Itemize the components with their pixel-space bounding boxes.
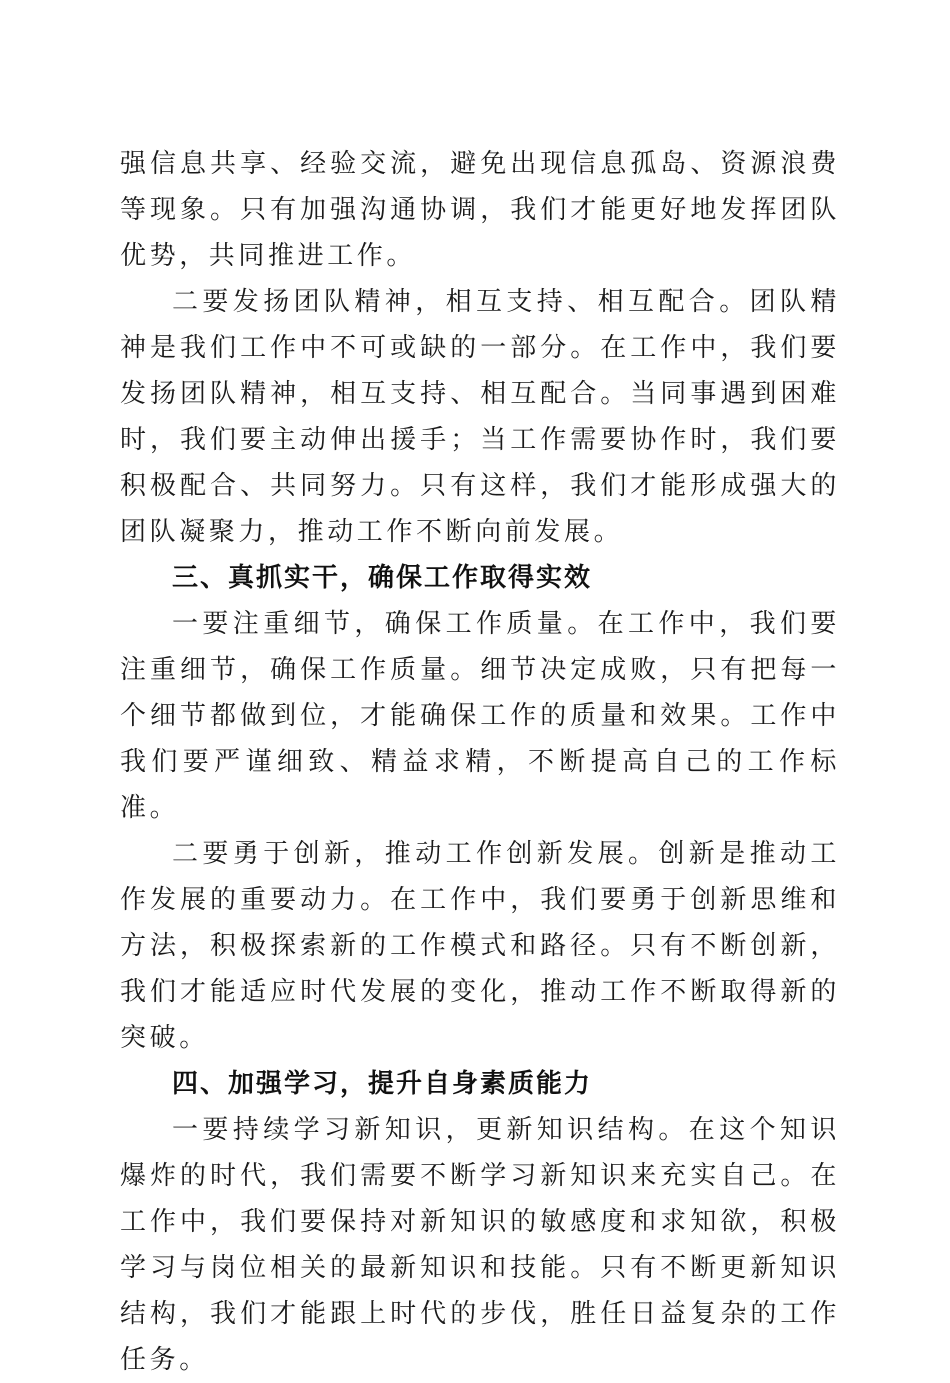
paragraph-innovation: 二要勇于创新，推动工作创新发展。创新是推动工作发展的重要动力。在工作中，我们要勇于创新思维和方法，积极探索新的工作模式和路径。只有不断创新，我们才能适应时代发展的变化，推动工作不断取得新的突破。 (120, 839, 840, 1053)
section-heading-3: 三、真抓实干，确保工作取得实效 (172, 563, 593, 593)
section-heading-4: 四、加强学习，提升自身素质能力 (172, 1069, 593, 1099)
document-body (120, 141, 840, 1383)
paragraph-team-spirit: 二要发扬团队精神，相互支持、相互配合。团队精神是我们工作中不可或缺的一部分。在工作中，我们要发扬团队精神，相互支持、相互配合。当同事遇到困难时，我们要主动伸出援手；当工作需要协作时，我们要积极配合、共同努力。只有这样，我们才能形成强大的团队凝聚力，推动工作不断向前发展。 (120, 287, 840, 547)
paragraph-continuation: 强信息共享、经验交流，避免出现信息孤岛、资源浪费等现象。只有加强沟通协调，我们才能更好地发挥团队优势，共同推进工作。 (120, 149, 840, 271)
paragraph-details: 一要注重细节，确保工作质量。在工作中，我们要注重细节，确保工作质量。细节决定成败，只有把每一个细节都做到位，才能确保工作的质量和效果。工作中我们要严谨细致、精益求精，不断提高自己的工作标准。 (120, 609, 840, 823)
paragraph-learning: 一要持续学习新知识，更新知识结构。在这个知识爆炸的时代，我们需要不断学习新知识来充实自己。在工作中，我们要保持对新知识的敏感度和求知欲，积极学习与岗位相关的最新知识和技能。只有不断更新知识结构，我们才能跟上时代的步伐，胜任日益复杂的工作任务。 (120, 1115, 840, 1375)
